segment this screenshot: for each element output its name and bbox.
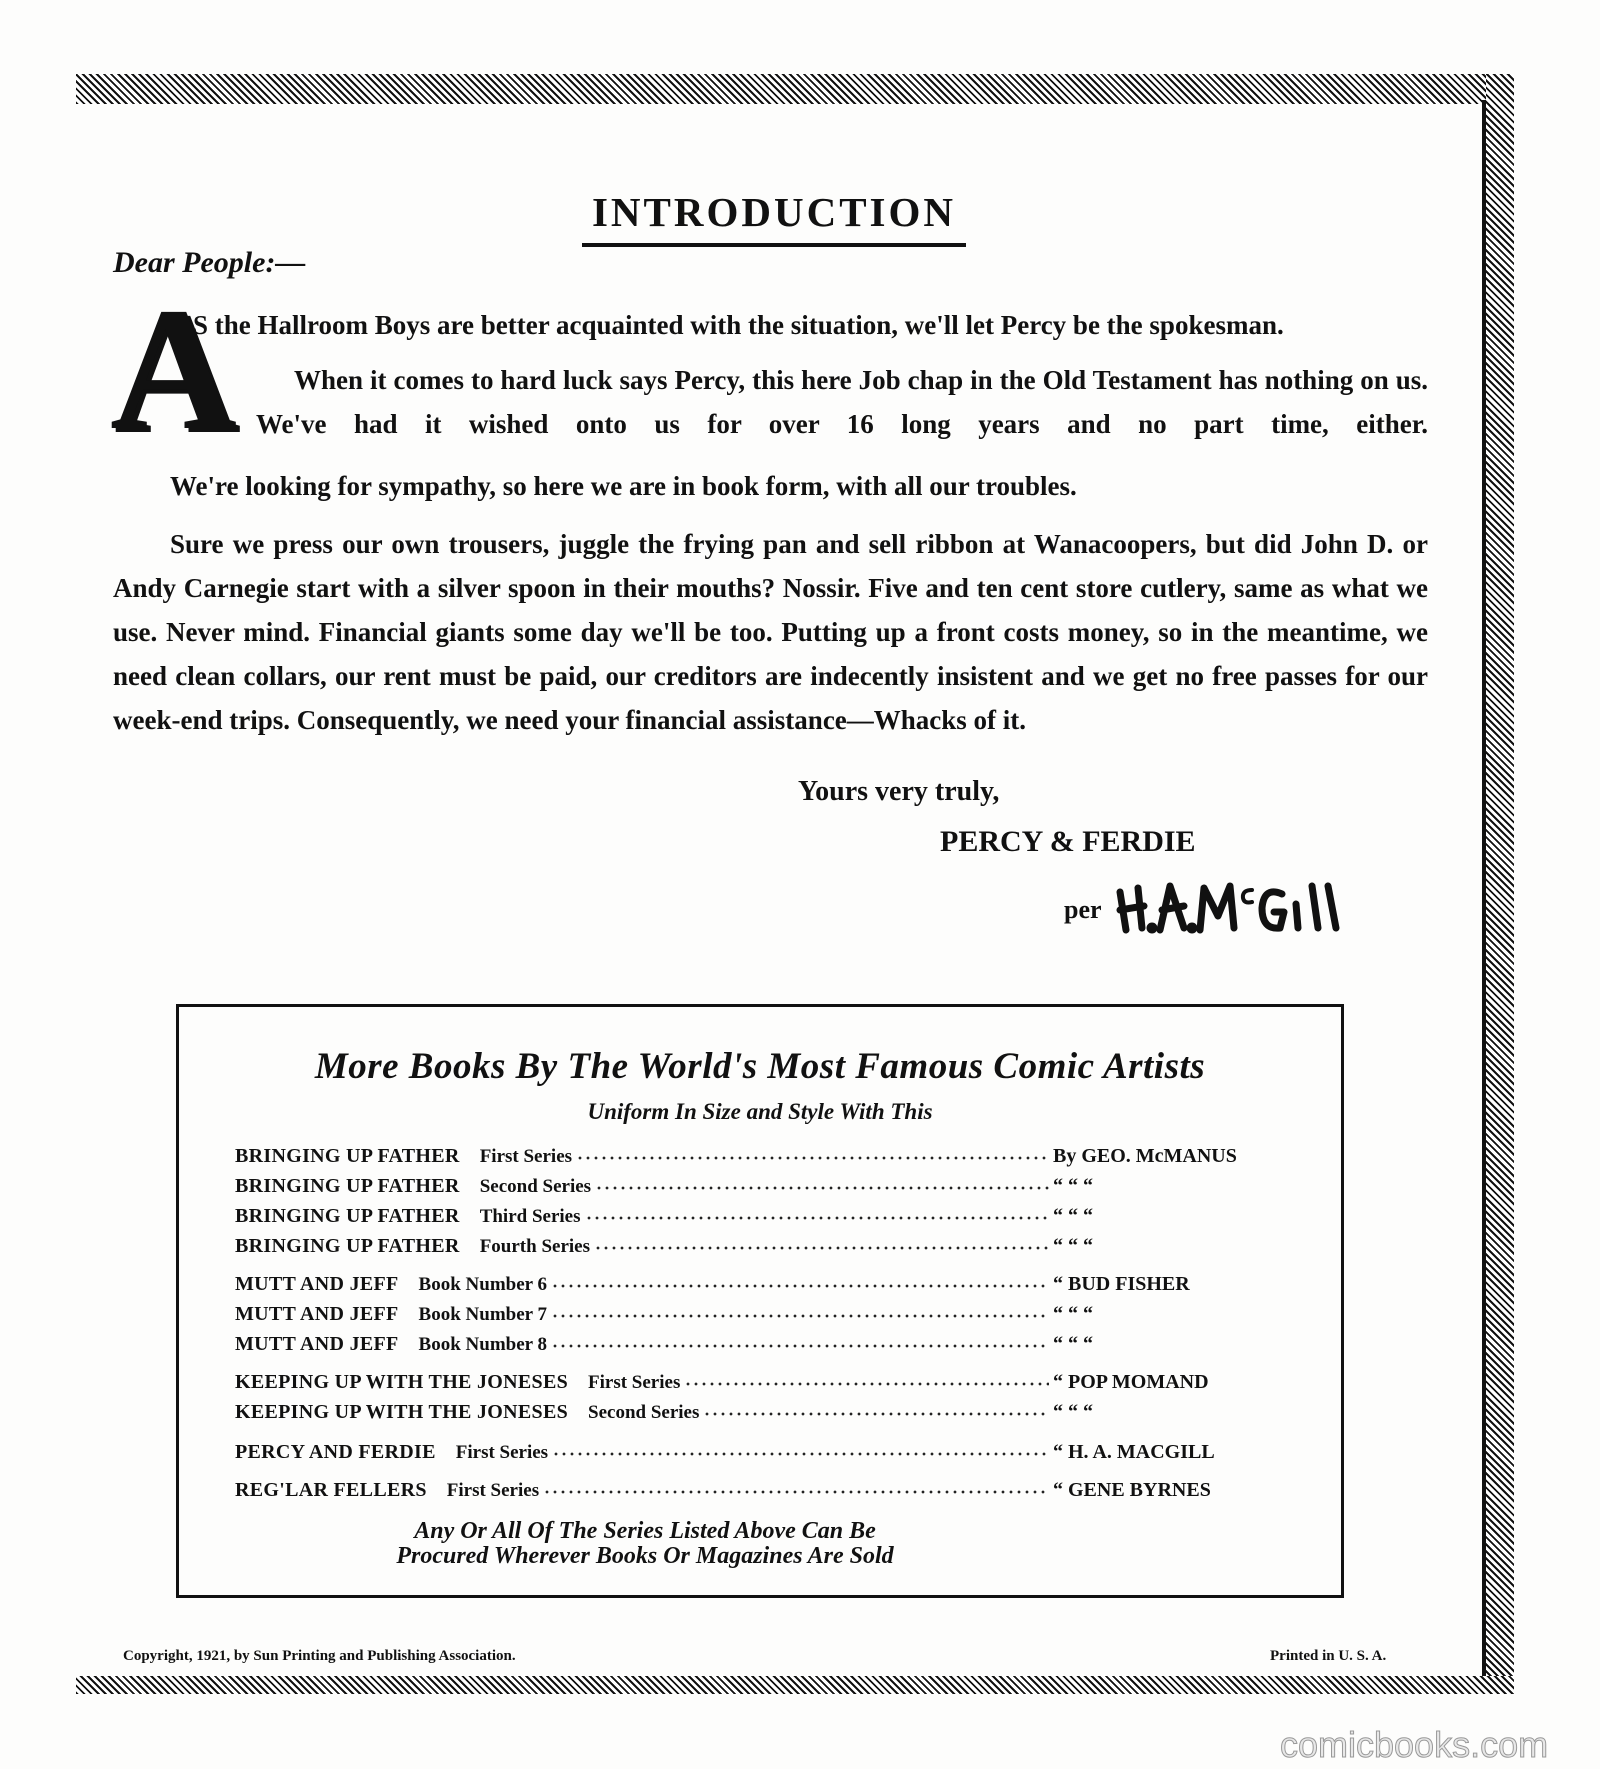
book-series: First Series: [455, 1442, 549, 1463]
list-item: [235, 1401, 1275, 1430]
leader-dots: [576, 1146, 1049, 1162]
top-border: [76, 74, 1514, 104]
book-series: Fourth Series: [479, 1236, 590, 1257]
ad-footer-line-2: Procured Wherever Books Or Magazines Are Sold: [396, 1543, 894, 1569]
book-author: “ “ “: [1053, 1235, 1093, 1257]
list-item: [235, 1175, 1275, 1204]
right-frame-line: [1482, 100, 1486, 1678]
ad-footer: [179, 1519, 1341, 1569]
list-item: [235, 1235, 1275, 1264]
book-author: “ “ “: [1053, 1175, 1093, 1197]
leader-dots: [684, 1372, 1049, 1388]
per-label: per: [1064, 895, 1102, 924]
list-item: [235, 1303, 1275, 1332]
book-author: “ “ “: [1053, 1401, 1093, 1423]
book-author: “ POP MOMAND: [1053, 1371, 1209, 1393]
printed-in-notice: Printed in U. S. A.: [1270, 1648, 1387, 1664]
drop-cap: A: [110, 272, 238, 467]
book-series: Book Number 6: [418, 1274, 547, 1295]
leader-dots: [551, 1304, 1049, 1320]
list-item: [235, 1205, 1275, 1234]
list-item: [235, 1371, 1275, 1400]
book-author: By GEO. McMANUS: [1053, 1145, 1237, 1167]
bottom-border: [76, 1676, 1514, 1694]
book-series: Book Number 8: [418, 1334, 547, 1355]
signature: [1114, 876, 1344, 936]
book-series: Second Series: [588, 1402, 700, 1423]
paragraph-1-rest: When it comes to hard luck says Percy, this here Job chap in the Old Testament has nothing on us. We've had it wished onto us for over 16 long years and no part time, either.: [256, 365, 1428, 439]
leader-dots: [595, 1176, 1049, 1192]
book-series: Second Series: [479, 1176, 592, 1197]
watermark: comicbooks.com: [1280, 1724, 1549, 1765]
book-author: “ BUD FISHER: [1053, 1273, 1190, 1295]
book-series: First Series: [479, 1146, 573, 1167]
ad-footer-line-1: Any Or All Of The Series Listed Above Can Be: [414, 1518, 876, 1544]
book-author: “ GENE BYRNES: [1053, 1479, 1211, 1501]
book-series: Book Number 7: [418, 1304, 547, 1325]
book-title: MUTT AND JEFF: [235, 1333, 399, 1355]
list-item: [235, 1441, 1275, 1470]
signers: PERCY & FERDIE: [940, 825, 1196, 858]
paragraph-3: Sure we press our own trousers, juggle the frying pan and sell ribbon at Wanacoopers, but did John D. or Andy Carnegie start with a silver spoon in their mouths? Nossir. Five and ten cent store cutlery, same as what we use. Never mind. Financial giants some day we'll be too. Putting up a front costs money, so in the meantime, we need clean collars, our rent must be paid, our creditors are indecently insistent and we get no free passes for our week-end trips. Consequently, we need your financial assistance—Whacks of it.: [113, 529, 1428, 735]
leader-dots: [703, 1402, 1049, 1418]
page-title: INTRODUCTION: [591, 189, 957, 235]
list-item: [235, 1145, 1275, 1174]
list-item: [235, 1479, 1275, 1508]
book-title: BRINGING UP FATHER: [235, 1235, 460, 1257]
book-author: “ “ “: [1053, 1333, 1093, 1355]
ad-heading: More Books By The World's Most Famous Comic Artists: [314, 1046, 1206, 1087]
closing: Yours very truly,: [798, 776, 1000, 807]
ad-subheading: Uniform In Size and Style With This: [587, 1099, 933, 1124]
paragraph-1-first-line: S the Hallroom Boys are better acquainted with the situation, we'll let Percy be the spokesman.: [193, 310, 1284, 340]
book-title: BRINGING UP FATHER: [235, 1205, 460, 1227]
title-underline: [582, 243, 966, 247]
book-title: BRINGING UP FATHER: [235, 1145, 460, 1167]
copyright-notice: Copyright, 1921, by Sun Printing and Publishing Association.: [123, 1648, 516, 1664]
book-title: KEEPING UP WITH THE JONESES: [235, 1401, 569, 1423]
ad-box: [176, 1004, 1344, 1598]
book-title: KEEPING UP WITH THE JONESES: [235, 1371, 569, 1393]
book-title: PERCY AND FERDIE: [235, 1441, 436, 1463]
book-title: BRINGING UP FATHER: [235, 1175, 460, 1197]
book-title: MUTT AND JEFF: [235, 1273, 399, 1295]
book-series: First Series: [588, 1372, 681, 1393]
book-series: Third Series: [479, 1206, 581, 1227]
book-title: REG'LAR FELLERS: [235, 1479, 427, 1501]
book-author: “ “ “: [1053, 1303, 1093, 1325]
leader-dots: [543, 1480, 1049, 1496]
leader-dots: [551, 1274, 1049, 1290]
leader-dots: [551, 1334, 1049, 1350]
book-series: First Series: [446, 1480, 540, 1501]
leader-dots: [552, 1442, 1049, 1458]
leader-dots: [585, 1206, 1050, 1222]
paragraph-2: We're looking for sympathy, so here we are in book form, with all our troubles.: [170, 471, 1077, 501]
list-item: [235, 1333, 1275, 1362]
list-item: [235, 1273, 1275, 1302]
book-author: “ H. A. MACGILL: [1053, 1441, 1215, 1463]
book-author: “ “ “: [1053, 1205, 1093, 1227]
book-title: MUTT AND JEFF: [235, 1303, 399, 1325]
salutation: Dear People:—: [113, 246, 306, 279]
leader-dots: [594, 1236, 1049, 1252]
right-border: [1486, 74, 1514, 1694]
